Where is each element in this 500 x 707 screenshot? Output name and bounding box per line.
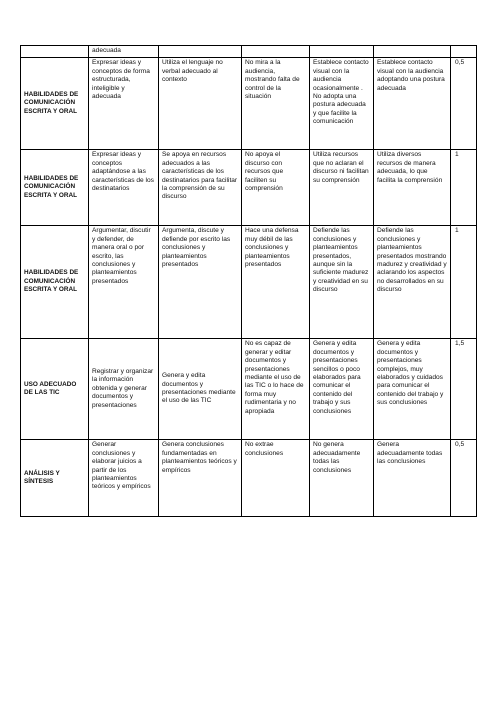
- table-row: [21, 58, 477, 150]
- indicator-cell: Utiliza el lenguaje no verbal adecuado al contexto: [159, 58, 242, 150]
- points-cell: [451, 46, 477, 58]
- indicator-cell: [159, 46, 242, 58]
- points-cell: 1: [451, 150, 477, 226]
- objective-cell: Expresar ideas y conceptos de forma estructurada, inteligible y adecuada: [89, 58, 159, 150]
- level-high-cell: Genera y edita documentos y presentaciones complejos, muy elaborados y cuidados para comunicar el contenido del trabajo y sus conclusiones: [374, 339, 451, 440]
- level-mid-cell: No genera adecuadamente todas las conclusiones: [310, 440, 374, 517]
- indicator-cell: Genera y edita documentos y presentaciones mediante el uso de las TIC: [159, 339, 242, 440]
- level-high-cell: [374, 46, 451, 58]
- criterion-cell: HABILIDADES DE COMUNICACIÓN ESCRITA Y ORAL: [21, 226, 89, 339]
- table-row: [21, 440, 477, 517]
- table-row: [21, 150, 477, 226]
- level-high-cell: Defiende las conclusiones y planteamientos presentados mostrando madurez y creatividad y aclarando los aspectos no desarrollados en su discurso: [374, 226, 451, 339]
- objective-cell: Generar conclusiones y elaborar juicios a partir de los planteamientos teóricos y empíricos: [89, 440, 159, 517]
- level-low-cell: No apoya el discurso con recursos que faciliten su comprensión: [242, 150, 310, 226]
- points-cell: 0,5: [451, 440, 477, 517]
- indicator-cell: Genera conclusiones fundamentadas en planteamientos teóricos y empíricos: [159, 440, 242, 517]
- level-mid-cell: [310, 46, 374, 58]
- criterion-cell: HABILIDADES DE COMUNICACIÓN ESCRITA Y ORAL: [21, 58, 89, 150]
- level-low-cell: No es capaz de generar y editar documentos y presentaciones mediante el uso de las TIC o lo hace de forma muy rudimentaria y no apropiada: [242, 339, 310, 440]
- level-high-cell: Establece contacto visual con la audiencia adoptando una postura adecuada: [374, 58, 451, 150]
- criterion-cell: USO ADECUADO DE LAS TIC: [21, 339, 89, 440]
- level-mid-cell: Establece contacto visual con la audiencia ocasionalmente . No adopta una postura adecuada y que facilite la comunicación: [310, 58, 374, 150]
- indicator-cell: Argumenta, discute y defiende por escrito las conclusiones y planteamientos presentados: [159, 226, 242, 339]
- points-cell: 0,5: [451, 58, 477, 150]
- level-low-cell: Hace una defensa muy débil de las conclusiones y planteamientos presentados: [242, 226, 310, 339]
- level-low-cell: No extrae conclusiones: [242, 440, 310, 517]
- rubric-table: [20, 45, 477, 517]
- table-row: [21, 46, 477, 58]
- level-mid-cell: Defiende las conclusiones y planteamientos presentados, aunque sin la suficiente madurez y creatividad en su discurso: [310, 226, 374, 339]
- objective-cell: Registrar y organizar la información obtenida y generar documentos y presentaciones: [89, 339, 159, 440]
- level-low-cell: [242, 46, 310, 58]
- criterion-cell: ANÁLISIS Y SÍNTESIS: [21, 440, 89, 517]
- criterion-cell: HABILIDADES DE COMUNICACIÓN ESCRITA Y ORAL: [21, 150, 89, 226]
- table-row: [21, 339, 477, 440]
- level-mid-cell: Genera y edita documentos y presentaciones sencillos o poco elaborados para comunicar el contenido del trabajo y sus conclusiones: [310, 339, 374, 440]
- table-row: [21, 226, 477, 339]
- level-high-cell: Genera adecuadamente todas las conclusiones: [374, 440, 451, 517]
- criterion-cell: [21, 46, 89, 58]
- level-high-cell: Utiliza diversos recursos de manera adecuada, lo que facilita la comprensión: [374, 150, 451, 226]
- points-cell: 1,5: [451, 339, 477, 440]
- objective-cell: adecuada: [89, 46, 159, 58]
- points-cell: 1: [451, 226, 477, 339]
- level-low-cell: No mira a la audiencia, mostrando falta de control de la situación: [242, 58, 310, 150]
- indicator-cell: Se apoya en recursos adecuados a las características de los destinatarios para facilitar la comprensión de su discurso: [159, 150, 242, 226]
- objective-cell: Expresar ideas y conceptos adaptándose a las características de los destinatarios: [89, 150, 159, 226]
- objective-cell: Argumentar, discutir y defender, de manera oral o por escrito, las conclusiones y planteamientos presentados: [89, 226, 159, 339]
- level-mid-cell: Utiliza recursos que no aclaran el discurso ni facilitan su comprensión: [310, 150, 374, 226]
